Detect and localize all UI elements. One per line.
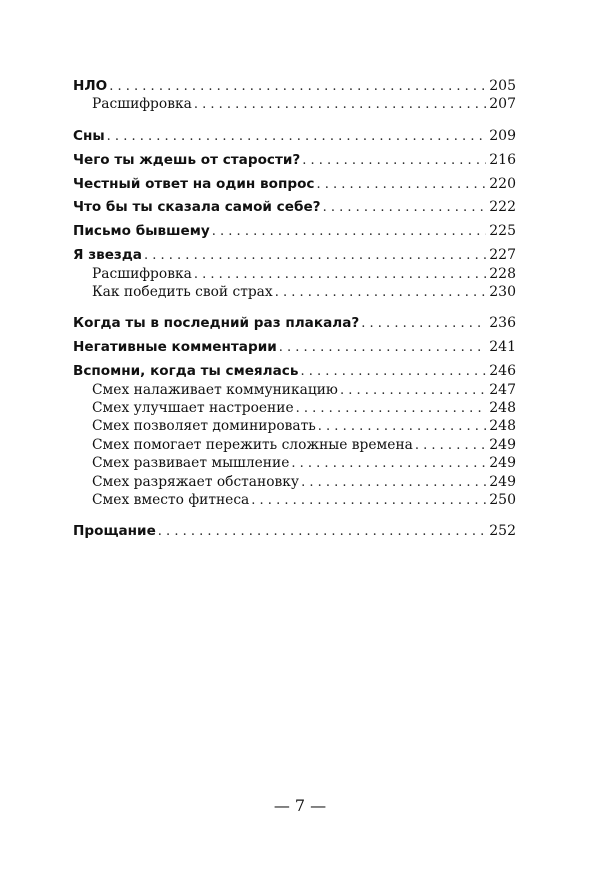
dot-leader [251, 492, 486, 510]
toc-subentry [73, 491, 516, 509]
toc-subentry [73, 399, 516, 417]
toc-subentry [73, 473, 516, 491]
dot-leader [361, 315, 486, 333]
toc-entry-title: Чего ты ждешь от старости? [73, 151, 301, 168]
toc-entry [73, 222, 516, 240]
toc-entry-title: Прощание [73, 523, 156, 540]
toc-entry [73, 198, 516, 216]
toc-entry-title: Смех налаживает коммуникацию [92, 381, 338, 398]
toc-entry [73, 77, 516, 95]
toc-entry-page: 209 [489, 127, 516, 144]
toc-entry [73, 338, 516, 356]
dot-leader [340, 382, 486, 400]
toc-entry-page: 227 [489, 247, 516, 264]
toc-entry-page: 246 [489, 363, 516, 380]
toc-entry-page: 249 [489, 473, 516, 490]
dot-leader [194, 266, 486, 284]
toc-entry-page: 236 [489, 315, 516, 332]
dot-leader [302, 152, 486, 170]
toc-entry-page: 207 [489, 96, 516, 113]
toc-entry-page: 248 [489, 399, 516, 416]
toc-entry-title: Как победить свой страх [92, 284, 273, 301]
dot-leader [212, 223, 487, 241]
dot-leader [300, 363, 486, 381]
toc-entry-title: Смех улучшает настроение [92, 399, 294, 416]
toc-subentry [73, 283, 516, 301]
toc-entry-title: Что бы ты сказала самой себе? [73, 199, 321, 216]
toc-entry-title: Письмо бывшему [73, 223, 210, 240]
dot-leader [316, 176, 486, 194]
toc-entry-page: 247 [489, 381, 516, 398]
dot-leader [275, 284, 487, 302]
toc-entry-page: 228 [489, 265, 516, 282]
toc-entry [73, 362, 516, 380]
toc-entry-page: 241 [489, 339, 516, 356]
toc-entry-title: Смех развивает мышление [92, 455, 290, 472]
toc-entry-title: Когда ты в последний раз плакала? [73, 315, 360, 332]
toc-entry-page: 249 [489, 436, 516, 453]
toc-subentry [73, 381, 516, 399]
toc-entry-page: 205 [489, 78, 516, 94]
toc-entry-title: Смех помогает пережить сложные времена [92, 436, 413, 453]
toc-entry [73, 314, 516, 332]
toc-subentry [73, 265, 516, 283]
dot-leader [194, 96, 486, 114]
toc-entry [73, 175, 516, 193]
toc-entry [73, 127, 516, 145]
toc-entry-page: 216 [489, 151, 516, 168]
toc-subentry [73, 417, 516, 435]
toc-entry-title: Расшифровка [92, 265, 192, 282]
dot-leader [158, 523, 486, 541]
dot-leader [415, 437, 486, 455]
page-number: — 7 — [273, 796, 327, 815]
toc-entry [73, 151, 516, 169]
toc-subentry [73, 95, 516, 113]
toc-entry-title: Смех вместо фитнеса [92, 491, 250, 508]
toc-entry-title: Сны [73, 127, 105, 144]
table-of-contents [73, 77, 516, 541]
toc-entry-title: Смех позволяет доминировать [92, 418, 316, 435]
dot-leader [296, 400, 487, 418]
dot-leader [318, 418, 486, 436]
toc-entry-title: Честный ответ на один вопрос [73, 175, 315, 192]
toc-entry-page: 225 [489, 223, 516, 240]
toc-subentry [73, 454, 516, 472]
dot-leader [323, 199, 487, 217]
toc-subentry [73, 436, 516, 454]
dot-leader [279, 339, 487, 357]
toc-entry-page: 230 [489, 284, 516, 301]
dot-leader [301, 474, 486, 492]
toc-entry-title: НЛО [73, 78, 108, 94]
toc-entry-title: Расшифровка [92, 96, 192, 113]
dot-leader [144, 247, 486, 265]
toc-entry [73, 246, 516, 264]
toc-entry-title: Я звезда [73, 247, 142, 264]
toc-entry-page: 252 [489, 523, 516, 540]
dot-leader [291, 455, 486, 473]
dot-leader [107, 128, 487, 146]
toc-entry-title: Вспомни, когда ты смеялась [73, 363, 299, 380]
toc-entry [73, 522, 516, 540]
toc-entry-page: 248 [489, 418, 516, 435]
toc-entry-title: Смех разряжает обстановку [92, 473, 300, 490]
toc-entry-page: 220 [489, 175, 516, 192]
toc-entry-page: 250 [489, 491, 516, 508]
toc-entry-title: Негативные комментарии [73, 339, 277, 356]
dot-leader [109, 78, 486, 96]
toc-entry-page: 222 [489, 199, 516, 216]
toc-entry-page: 249 [489, 455, 516, 472]
